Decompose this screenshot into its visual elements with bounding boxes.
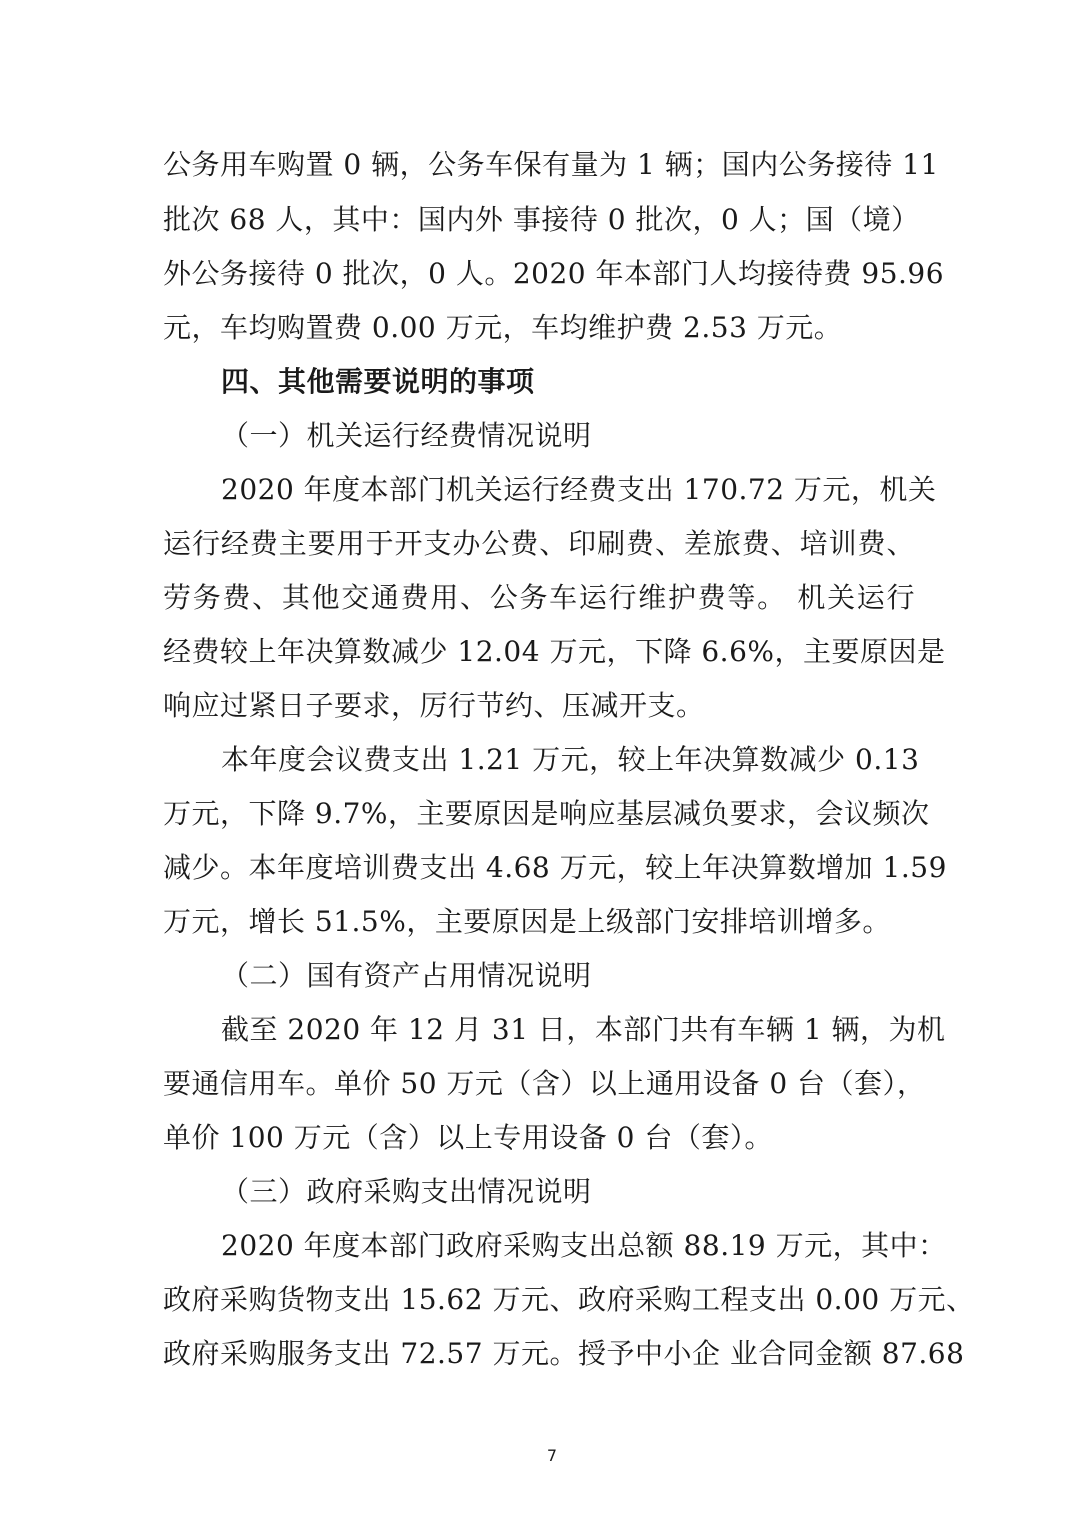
paragraph-line: 劳务费、其他交通费用、公务车运行维护费等。 机关运行 xyxy=(163,581,915,614)
subsection-heading: （一）机关运行经费情况说明 xyxy=(221,419,592,452)
paragraph-line: 经费较上年决算数减少 12.04 万元，下降 6.6%，主要原因是 xyxy=(163,635,946,668)
paragraph-line: 运行经费主要用于开支办公费、印刷费、差旅费、培训费、 xyxy=(163,527,915,560)
paragraph-line: 要通信用车。单价 50 万元（含）以上通用设备 0 台（套）， xyxy=(163,1067,926,1100)
paragraph-line: 公务用车购置 0 辆，公务车保有量为 1 辆；国内公务接待 11 xyxy=(163,148,939,181)
subsection-heading: （二）国有资产占用情况说明 xyxy=(221,959,592,992)
paragraph-line: 政府采购货物支出 15.62 万元、政府采购工程支出 0.00 万元、 xyxy=(163,1283,975,1316)
paragraph-line: 元，车均购置费 0.00 万元，车均维护费 2.53 万元。 xyxy=(163,311,843,344)
paragraph-line: 减少。本年度培训费支出 4.68 万元，较上年决算数增加 1.59 xyxy=(163,851,947,884)
subsection-heading: （三）政府采购支出情况说明 xyxy=(221,1175,592,1208)
paragraph-line: 批次 68 人，其中：国内外 事接待 0 批次，0 人；国（境） xyxy=(163,203,920,236)
paragraph-line: 外公务接待 0 批次，0 人。2020 年本部门人均接待费 95.96 xyxy=(163,257,945,290)
page-number: 7 xyxy=(546,1446,558,1465)
paragraph-line: 响应过紧日子要求，厉行节约、压减开支。 xyxy=(163,689,705,722)
paragraph-line: 截至 2020 年 12 月 31 日，本部门共有车辆 1 辆，为机 xyxy=(221,1013,946,1046)
paragraph-line: 本年度会议费支出 1.21 万元，较上年决算数减少 0.13 xyxy=(221,743,920,776)
paragraph-line: 政府采购服务支出 72.57 万元。授予中小企 业合同金额 87.68 xyxy=(163,1337,965,1370)
paragraph-line: 万元，增长 51.5%，主要原因是上级部门安排培训增多。 xyxy=(163,905,891,938)
section-heading: 四、其他需要说明的事项 xyxy=(221,365,535,398)
paragraph-line: 单价 100 万元（含）以上专用设备 0 台（套）。 xyxy=(163,1121,773,1154)
paragraph-line: 万元，下降 9.7%，主要原因是响应基层减负要求，会议频次 xyxy=(163,797,930,830)
paragraph-line: 2020 年度本部门政府采购支出总额 88.19 万元，其中： xyxy=(221,1229,947,1262)
paragraph-line: 2020 年度本部门机关运行经费支出 170.72 万元，机关 xyxy=(221,473,937,506)
